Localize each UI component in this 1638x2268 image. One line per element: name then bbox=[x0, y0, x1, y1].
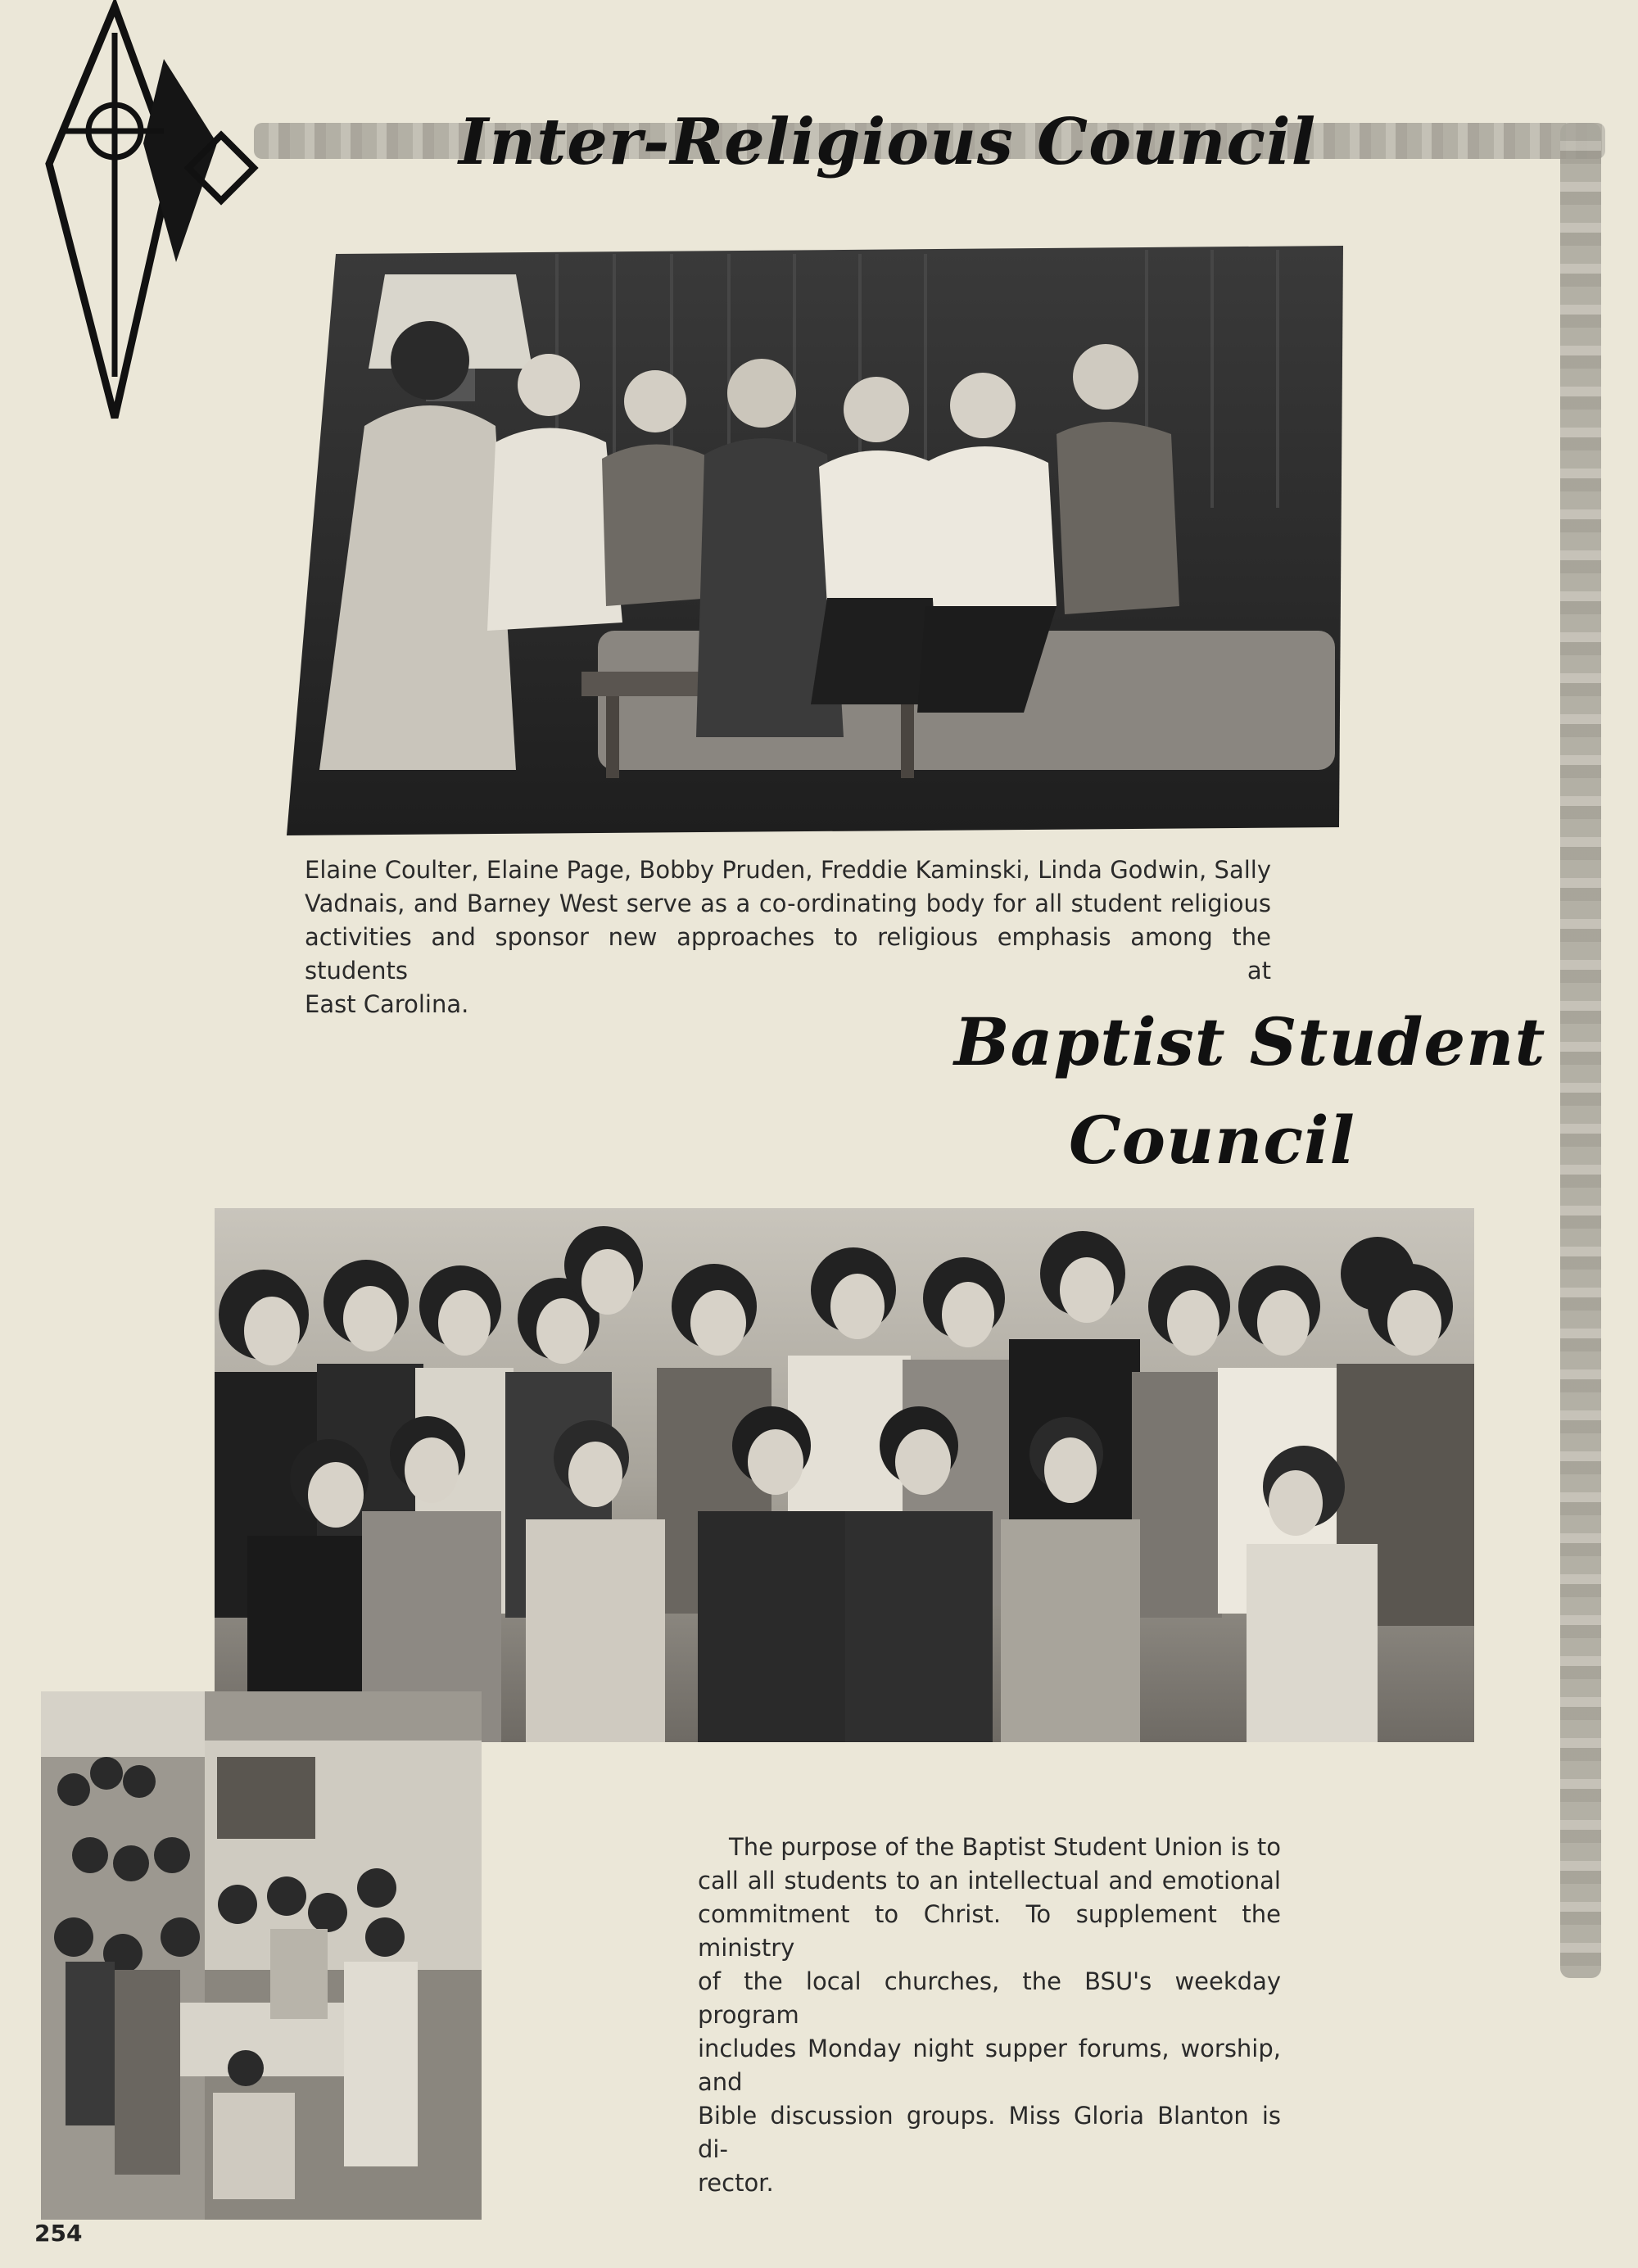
caption-line: Bible discussion groups. Miss Gloria Blanton is di- bbox=[698, 2102, 1281, 2163]
section-title-council: Council bbox=[1069, 1102, 1355, 1179]
caption-line: includes Monday night supper forums, worship, and bbox=[698, 2035, 1281, 2096]
section-title-baptist-student: Baptist Student bbox=[954, 1003, 1546, 1080]
cross-emblem-icon bbox=[33, 0, 270, 434]
caption-line: Elaine Coulter, Elaine Page, Bobby Pruden, Freddie Kaminski, Linda Godwin, Sally bbox=[305, 856, 1271, 884]
caption-line: East Carolina. bbox=[305, 990, 469, 1018]
section-title-inter-religious-council: Inter-Religious Council bbox=[459, 105, 1317, 179]
caption-line: of the local churches, the BSU's weekday program bbox=[698, 1967, 1281, 2029]
caption-line: The purpose of the Baptist Student Union is to bbox=[729, 1833, 1281, 1861]
photo-bsu-supper-forum bbox=[41, 1691, 482, 2220]
page-number: 254 bbox=[34, 2220, 83, 2247]
photo-baptist-student-council bbox=[215, 1208, 1474, 1742]
caption-inter-religious-council bbox=[305, 853, 1271, 1021]
caption-line: Vadnais, and Barney West serve as a co-ordinating body for all student religious bbox=[305, 890, 1271, 917]
caption-line: commitment to Christ. To supplement the ministry bbox=[698, 1900, 1281, 1962]
caption-line: call all students to an intellectual and emotional bbox=[698, 1867, 1281, 1895]
caption-line: rector. bbox=[698, 2169, 774, 2197]
caption-line: activities and sponsor new approaches to religious emphasis among the students at bbox=[305, 923, 1271, 985]
photo-inter-religious-council bbox=[287, 246, 1343, 835]
decorative-border-right bbox=[1560, 123, 1601, 1978]
caption-baptist-student-union bbox=[698, 1831, 1281, 2200]
